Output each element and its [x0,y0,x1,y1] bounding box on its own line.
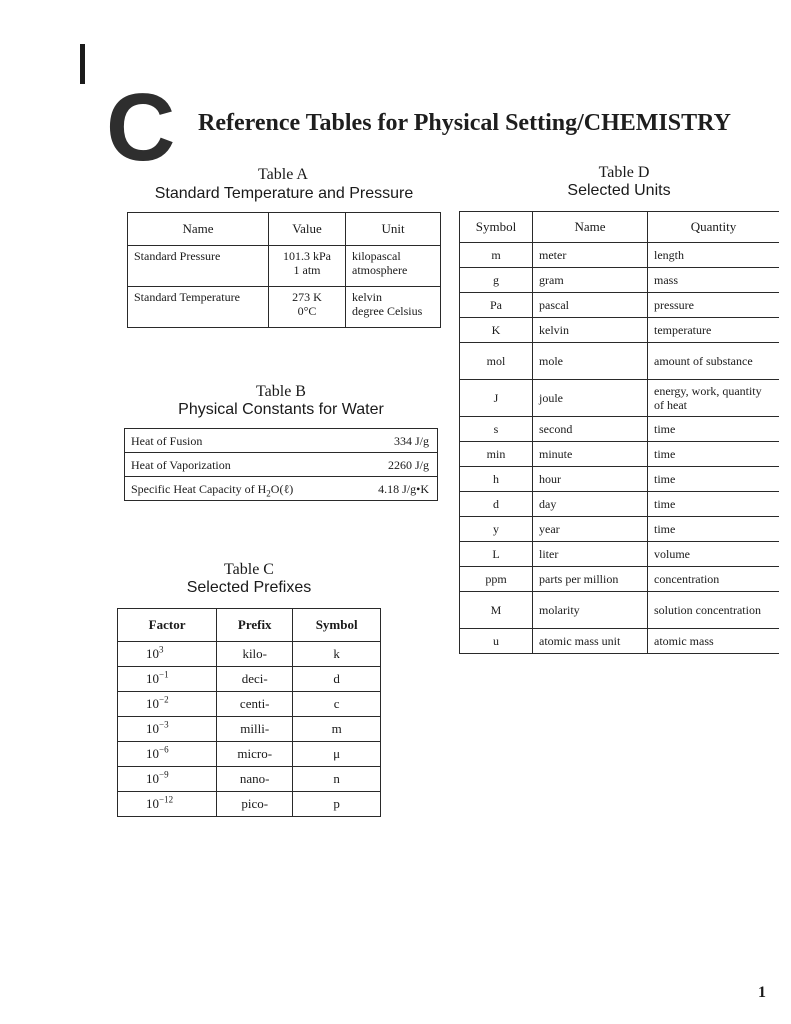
table-b [124,428,438,501]
unit-symbol: min [460,442,533,467]
unit-quantity: time [648,517,780,542]
unit-symbol: s [460,417,533,442]
unit-name: joule [533,380,648,417]
unit-quantity: time [648,442,780,467]
table-header-row [118,609,381,642]
unit-symbol: g [460,268,533,293]
table-row [460,592,780,629]
constant-name: Heat of Vaporization [125,453,353,477]
column-header: Unit [346,213,441,246]
prefix-cell: milli- [217,717,293,742]
unit-secondary: atmosphere [352,263,408,277]
table-b-label: Table B [256,383,306,400]
factor-cell [118,717,217,742]
value-cell [269,287,346,328]
prefix-cell: deci- [217,667,293,692]
table-row [125,453,438,477]
prefix-cell: micro- [217,742,293,767]
unit-quantity: time [648,492,780,517]
page-number: 1 [758,984,766,1001]
column-header: Name [533,212,648,243]
unit-symbol: K [460,318,533,343]
table-row [118,667,381,692]
constant-name [125,477,353,501]
symbol-cell: d [293,667,381,692]
unit-quantity: volume [648,542,780,567]
unit-cell [346,287,441,328]
column-header: Name [128,213,269,246]
name-text: O(ℓ) [270,481,294,496]
name-text: Specific Heat Capacity of H [131,481,267,496]
table-row [118,717,381,742]
unit-symbol: ppm [460,567,533,592]
table-row [128,246,441,287]
table-row [125,477,438,501]
factor-exponent: −6 [159,744,169,755]
table-header-row [460,212,780,243]
factor-base: 10 [146,746,159,761]
unit-quantity: time [648,467,780,492]
unit-primary: kelvin [352,290,382,304]
factor-exponent: 3 [159,644,164,655]
table-row [460,442,780,467]
table-row [460,243,780,268]
table-d-label: Table D [598,164,650,181]
table-row [460,542,780,567]
unit-quantity: concentration [648,567,780,592]
unit-symbol: L [460,542,533,567]
prefix-cell: centi- [217,692,293,717]
unit-symbol: J [460,380,533,417]
unit-name: meter [533,243,648,268]
prefix-cell: kilo- [217,642,293,667]
unit-name: kelvin [533,318,648,343]
table-row [118,792,381,817]
unit-quantity: length [648,243,780,268]
prefix-cell: pico- [217,792,293,817]
factor-base: 10 [146,721,159,736]
factor-exponent: −1 [159,669,169,680]
symbol-cell: m [293,717,381,742]
factor-exponent: −12 [159,794,174,805]
symbol-cell: n [293,767,381,792]
table-row [460,293,780,318]
unit-quantity: pressure [648,293,780,318]
unit-quantity: mass [648,268,780,293]
unit-primary: kilopascal [352,249,401,263]
factor-base: 10 [146,671,159,686]
symbol-cell: p [293,792,381,817]
constant-value: 334 J/g [352,429,437,453]
unit-quantity: solution concentration [648,592,780,629]
prefix-cell: nano- [217,767,293,792]
unit-name: parts per million [533,567,648,592]
table-row [460,517,780,542]
constant-name: Heat of Fusion [125,429,353,453]
unit-symbol: u [460,629,533,654]
value-cell [269,246,346,287]
column-header: Factor [118,609,217,642]
table-c [117,608,381,817]
table-row [460,567,780,592]
unit-name: year [533,517,648,542]
unit-name: liter [533,542,648,567]
table-row [118,742,381,767]
factor-exponent: −2 [159,694,169,705]
value-primary: 273 K [292,290,322,304]
table-d [459,211,779,654]
unit-name: minute [533,442,648,467]
section-letter: C [106,74,174,181]
factor-cell [118,642,217,667]
column-header: Prefix [217,609,293,642]
value-primary: 101.3 kPa [283,249,331,263]
unit-name: hour [533,467,648,492]
factor-base: 10 [146,796,159,811]
factor-base: 10 [146,771,159,786]
factor-cell [118,792,217,817]
unit-secondary: degree Celsius [352,304,423,318]
factor-cell [118,692,217,717]
table-row [460,467,780,492]
factor-exponent: −3 [159,719,169,730]
unit-symbol: y [460,517,533,542]
factor-base: 10 [146,646,159,661]
unit-name: day [533,492,648,517]
table-a-caption: Standard Temperature and Pressure [154,185,414,202]
table-a [127,212,441,328]
table-row [118,642,381,667]
unit-quantity: atomic mass [648,629,780,654]
subscript: 2 [266,487,271,498]
table-header-row [128,213,441,246]
unit-symbol: M [460,592,533,629]
factor-exponent: −9 [159,769,169,780]
table-row [460,343,780,380]
unit-name: gram [533,268,648,293]
factor-cell [118,767,217,792]
value-secondary: 0°C [297,304,317,318]
unit-name: mole [533,343,648,380]
unit-quantity: time [648,417,780,442]
unit-quantity: energy, work, quantity of heat [648,380,780,417]
table-row [460,417,780,442]
unit-symbol: Pa [460,293,533,318]
table-row [460,629,780,654]
column-header: Value [269,213,346,246]
table-row [118,767,381,792]
table-row [125,429,438,453]
unit-symbol: m [460,243,533,268]
unit-cell [346,246,441,287]
table-c-label: Table C [224,561,274,578]
table-row [460,492,780,517]
value-secondary: 1 atm [293,263,321,277]
unit-symbol: mol [460,343,533,380]
table-d-caption: Selected Units [567,182,671,199]
factor-cell [118,667,217,692]
column-header: Symbol [460,212,533,243]
table-row [128,287,441,328]
table-b-caption: Physical Constants for Water [178,401,384,418]
unit-quantity: temperature [648,318,780,343]
column-header: Symbol [293,609,381,642]
symbol-cell: c [293,692,381,717]
symbol-cell: μ [293,742,381,767]
factor-cell [118,742,217,767]
unit-quantity: amount of substance [648,343,780,380]
symbol-cell: k [293,642,381,667]
constant-value: 2260 J/g [352,453,437,477]
unit-name: pascal [533,293,648,318]
factor-base: 10 [146,696,159,711]
unit-name: atomic mass unit [533,629,648,654]
page-title: Reference Tables for Physical Setting/CHEMISTRY [198,110,731,136]
name-cell: Standard Temperature [128,287,269,328]
constant-value: 4.18 J/g•K [352,477,437,501]
unit-name: second [533,417,648,442]
unit-name: molarity [533,592,648,629]
margin-bar [80,44,85,84]
table-row [460,318,780,343]
table-row [460,268,780,293]
table-c-caption: Selected Prefixes [186,579,312,596]
name-cell: Standard Pressure [128,246,269,287]
table-a-label: Table A [258,166,308,183]
unit-symbol: d [460,492,533,517]
table-row [460,380,780,417]
column-header: Quantity [648,212,780,243]
table-row [118,692,381,717]
unit-symbol: h [460,467,533,492]
